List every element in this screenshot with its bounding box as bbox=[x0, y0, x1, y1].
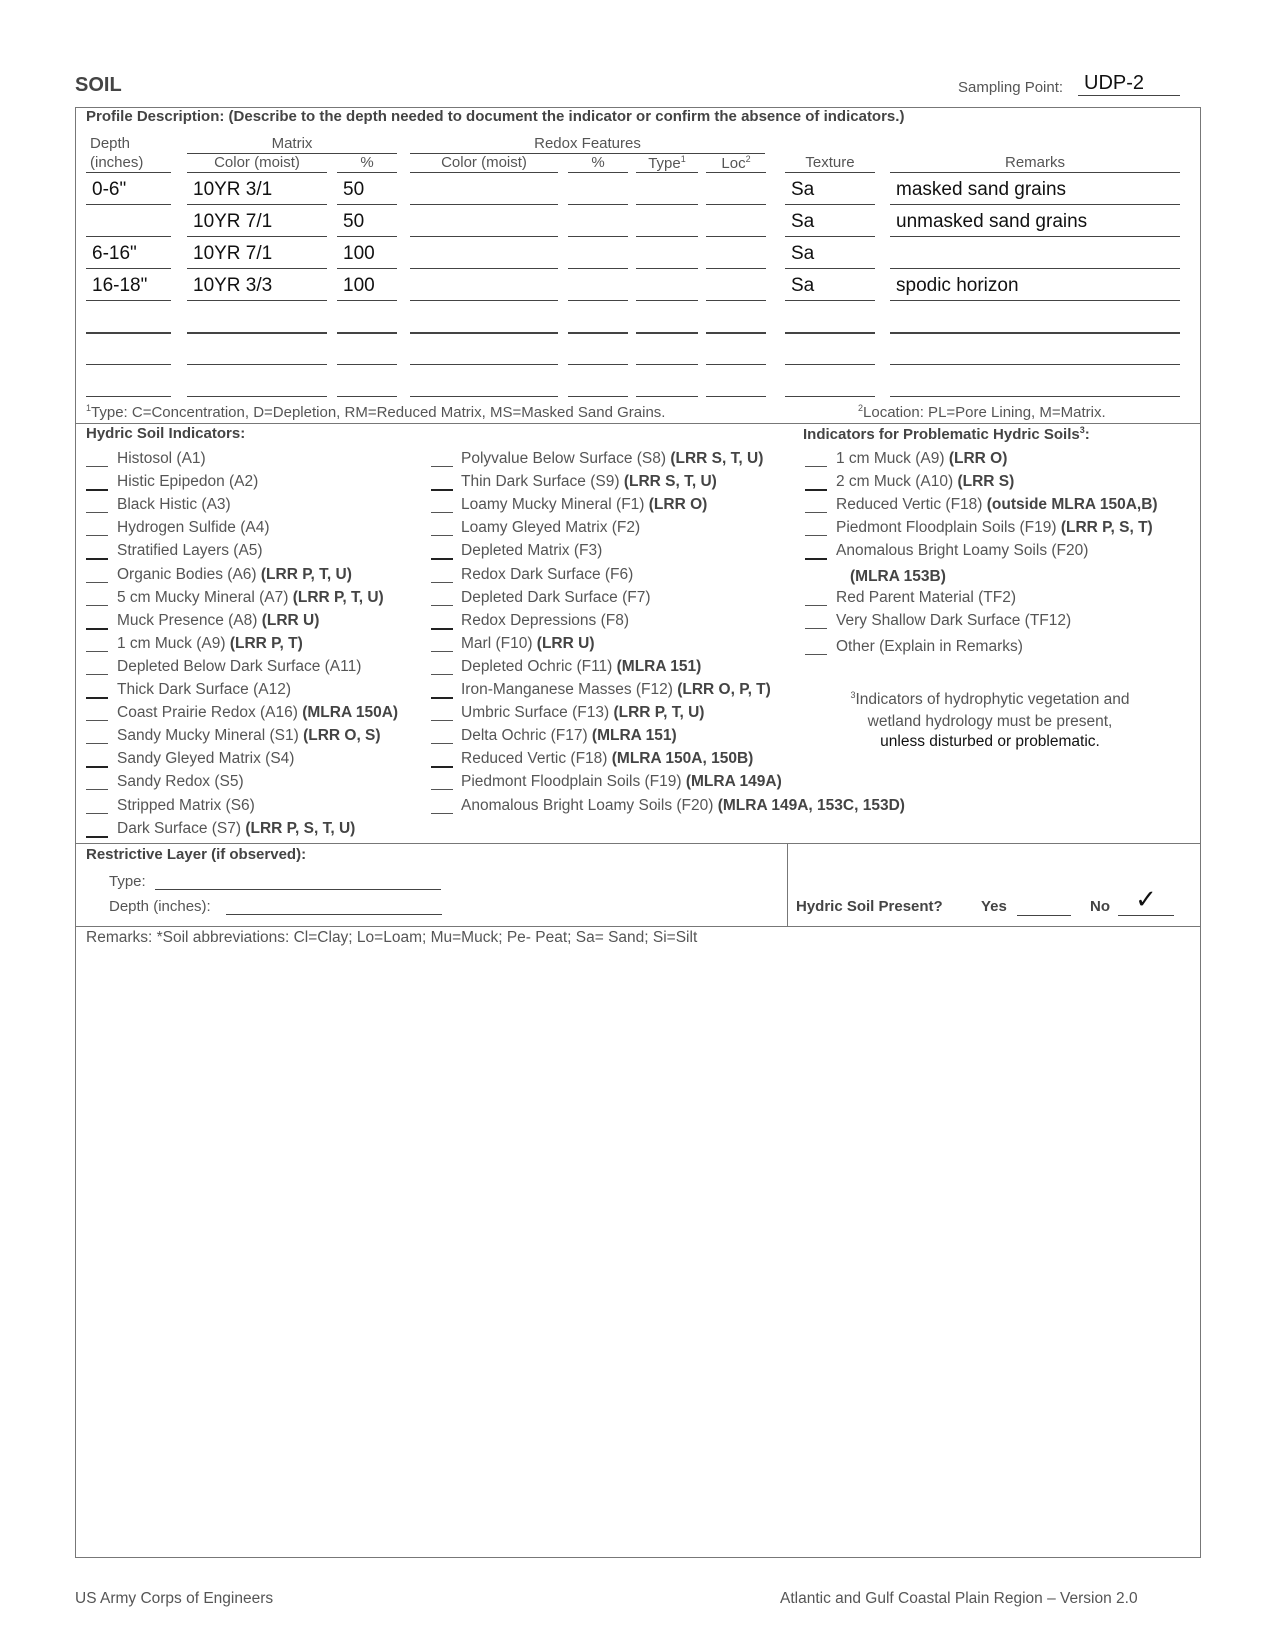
row-underline bbox=[187, 364, 327, 365]
indicator-region: (LRR P, T, U) bbox=[292, 588, 384, 606]
indicator-text: Dark Surface (S7) bbox=[117, 819, 246, 837]
profile-cell-texture[interactable]: Sa bbox=[791, 179, 815, 200]
row-underline bbox=[636, 236, 698, 237]
row-underline bbox=[890, 332, 1180, 334]
indicator-text: 5 cm Mucky Mineral (A7) bbox=[117, 588, 293, 606]
problematic-note-line2: wetland hydrology must be present, bbox=[867, 713, 1113, 730]
form-title: SOIL bbox=[75, 74, 122, 96]
row-underline bbox=[890, 300, 1180, 301]
indicator-text: Piedmont Floodplain Soils (F19) bbox=[461, 773, 686, 791]
indicator-checkbox[interactable] bbox=[431, 697, 453, 699]
indicator-region: (LRR P, T, U) bbox=[613, 704, 705, 722]
indicator-text: Umbric Surface (F13) bbox=[461, 704, 614, 722]
indicator-checkbox[interactable] bbox=[431, 766, 453, 768]
hydric-soil-present-label: Hydric Soil Present? bbox=[796, 898, 943, 915]
indicator-text: Sandy Gleyed Matrix (S4) bbox=[117, 750, 295, 768]
indicator-checkbox[interactable] bbox=[431, 582, 453, 583]
indicator-text: Organic Bodies (A6) bbox=[117, 565, 261, 583]
col-matrix-color: Color (moist) bbox=[214, 154, 300, 171]
indicator-label bbox=[117, 542, 263, 560]
row-underline bbox=[636, 204, 698, 205]
indicator-region: (MLRA 149A) bbox=[685, 773, 782, 791]
profile-cell-color[interactable]: 10YR 7/1 bbox=[193, 211, 273, 232]
row-underline bbox=[410, 396, 558, 397]
indicator-text: 2 cm Muck (A10) bbox=[836, 473, 958, 491]
indicator-label bbox=[117, 473, 258, 491]
col-redox-loc-underline bbox=[706, 172, 766, 173]
indicator-text: Redox Dark Surface (F6) bbox=[461, 565, 634, 583]
indicator-text: Reduced Vertic (F18) bbox=[461, 750, 612, 768]
indicator-label bbox=[836, 519, 1153, 537]
profile-description-label: Profile Description: (Describe to the depth needed to document the indicator or confirm the absence of indicators.) bbox=[86, 108, 905, 125]
col-depth-unit: (inches) bbox=[90, 154, 144, 171]
row-underline bbox=[337, 204, 397, 205]
profile-cell-pct[interactable]: 100 bbox=[343, 275, 375, 296]
col-matrix-color-underline bbox=[187, 172, 327, 173]
row-underline bbox=[706, 300, 766, 301]
indicator-label bbox=[461, 635, 594, 653]
indicator-text: Sandy Mucky Mineral (S1) bbox=[117, 727, 304, 745]
footnote-type-text: Type: C=Concentration, D=Depletion, RM=Reduced Matrix, MS=Masked Sand Grains. bbox=[91, 404, 666, 421]
row-underline bbox=[706, 364, 766, 365]
problematic-col3-continuation-text: (MLRA 153B) bbox=[850, 568, 946, 585]
profile-cell-depth[interactable]: 6-16" bbox=[92, 243, 137, 264]
indicator-text: Sandy Redox (S5) bbox=[117, 773, 244, 791]
indicator-label bbox=[836, 496, 1158, 514]
indicator-checkbox[interactable] bbox=[431, 720, 453, 721]
indicator-label bbox=[117, 519, 270, 537]
sampling-point-label: Sampling Point: bbox=[958, 79, 1064, 96]
row-underline bbox=[568, 332, 628, 334]
indicator-region: (LRR U) bbox=[261, 611, 320, 629]
indicator-label bbox=[461, 496, 707, 514]
indicator-checkbox[interactable] bbox=[805, 535, 827, 536]
indicator-text: Loamy Gleyed Matrix (F2) bbox=[461, 519, 641, 537]
row-underline bbox=[187, 204, 327, 205]
indicator-region: (LRR S) bbox=[957, 473, 1015, 491]
row-underline bbox=[187, 396, 327, 397]
row-underline bbox=[636, 396, 698, 397]
row-underline bbox=[785, 300, 875, 301]
indicator-checkbox[interactable] bbox=[805, 466, 827, 467]
col-redox-type-text: Type bbox=[648, 155, 681, 172]
indicator-label bbox=[117, 658, 361, 676]
indicator-checkbox[interactable] bbox=[86, 743, 108, 744]
indicator-region: (LRR P, S, T) bbox=[1060, 519, 1153, 537]
row-underline bbox=[410, 364, 558, 365]
indicator-region: (LRR O) bbox=[648, 496, 708, 514]
row-underline bbox=[86, 268, 171, 269]
footer-agency: US Army Corps of Engineers bbox=[75, 1590, 274, 1607]
indicator-text: Histosol (A1) bbox=[117, 450, 206, 467]
col-redox-loc bbox=[706, 154, 766, 172]
profile-cell-color[interactable]: 10YR 3/1 bbox=[193, 179, 273, 200]
indicator-text: Redox Depressions (F8) bbox=[461, 611, 629, 629]
profile-cell-depth[interactable]: 0-6" bbox=[92, 179, 127, 200]
indicator-checkbox[interactable] bbox=[431, 628, 453, 630]
indicator-label bbox=[117, 681, 291, 699]
col-texture-underline bbox=[785, 172, 875, 173]
indicator-checkbox[interactable] bbox=[431, 674, 453, 675]
footnote-location bbox=[858, 403, 1106, 421]
row-underline bbox=[890, 396, 1180, 397]
profile-cell-texture[interactable]: Sa bbox=[791, 243, 815, 264]
indicator-checkbox[interactable] bbox=[86, 836, 108, 838]
indicator-label bbox=[117, 496, 231, 514]
profile-cell-remarks[interactable]: unmasked sand grains bbox=[896, 211, 1088, 232]
indicator-checkbox[interactable] bbox=[86, 489, 108, 491]
problematic-indicators-heading bbox=[803, 425, 1090, 443]
indicator-label bbox=[461, 542, 602, 560]
row-underline bbox=[568, 204, 628, 205]
row-underline bbox=[86, 204, 171, 205]
row-underline bbox=[568, 236, 628, 237]
row-underline bbox=[706, 236, 766, 237]
restrictive-depth-field[interactable] bbox=[226, 897, 442, 915]
row-underline bbox=[636, 332, 698, 334]
indicator-checkbox[interactable] bbox=[431, 489, 453, 491]
indicator-label bbox=[461, 704, 704, 722]
row-underline bbox=[187, 332, 327, 334]
indicator-region: (MLRA 151) bbox=[591, 727, 677, 745]
problematic-note-line1-text: Indicators of hydrophytic vegetation and bbox=[855, 691, 1130, 709]
indicator-region: (LRR U) bbox=[536, 634, 595, 652]
indicator-label bbox=[461, 473, 717, 491]
problematic-note-line1 bbox=[840, 690, 1140, 709]
row-underline bbox=[187, 268, 327, 269]
indicator-label bbox=[461, 658, 701, 676]
indicator-label bbox=[117, 773, 244, 791]
indicator-checkbox[interactable] bbox=[86, 697, 108, 699]
col-depth-header: Depth bbox=[90, 135, 131, 152]
indicator-label bbox=[461, 797, 905, 815]
row-underline bbox=[410, 332, 558, 334]
hydric-yes-label: Yes bbox=[981, 898, 1007, 915]
indicator-label bbox=[117, 612, 319, 630]
indicator-label bbox=[461, 773, 782, 791]
indicator-checkbox[interactable] bbox=[805, 558, 827, 560]
footer-region-version: Atlantic and Gulf Coastal Plain Region – Version 2.0 bbox=[780, 1590, 1138, 1607]
indicator-region: (LRR P, S, T, U) bbox=[245, 819, 356, 837]
indicator-text: 1 cm Muck (A9) bbox=[117, 634, 230, 652]
divider-hydric-restrictive bbox=[75, 843, 1201, 844]
indicator-label bbox=[461, 519, 640, 537]
indicator-label bbox=[461, 727, 677, 745]
indicator-label bbox=[461, 450, 763, 468]
indicator-label bbox=[117, 635, 303, 653]
row-underline bbox=[568, 268, 628, 269]
profile-cell-pct[interactable]: 100 bbox=[343, 243, 375, 264]
row-underline bbox=[636, 364, 698, 365]
col-matrix-pct-underline bbox=[337, 172, 397, 173]
problematic-note-sup: 3 bbox=[850, 690, 856, 700]
indicator-checkbox[interactable] bbox=[431, 558, 453, 560]
row-underline bbox=[706, 268, 766, 269]
indicator-region: (LRR O) bbox=[948, 450, 1008, 467]
indicator-text: Depleted Dark Surface (F7) bbox=[461, 588, 651, 606]
indicator-label bbox=[836, 589, 1016, 607]
indicator-label bbox=[461, 750, 753, 768]
indicator-label bbox=[836, 450, 1007, 468]
row-underline bbox=[86, 300, 171, 301]
indicator-checkbox[interactable] bbox=[86, 582, 108, 583]
remarks-area[interactable] bbox=[76, 952, 1200, 1556]
indicator-label bbox=[836, 612, 1071, 630]
row-underline bbox=[636, 300, 698, 301]
indicator-checkbox[interactable] bbox=[431, 535, 453, 536]
hydric-no-checkmark[interactable]: ✓ bbox=[1118, 884, 1174, 916]
indicator-label bbox=[461, 612, 629, 630]
col-redox-type bbox=[636, 154, 698, 172]
hydric-no-label: No bbox=[1090, 898, 1110, 915]
indicator-region: (LRR O, P, T) bbox=[677, 681, 771, 698]
col-redox-type-sup: 1 bbox=[680, 154, 686, 164]
col-remarks: Remarks bbox=[1004, 154, 1065, 171]
restrictive-type-field[interactable] bbox=[155, 872, 441, 890]
indicator-text: Anomalous Bright Loamy Soils (F20) bbox=[461, 796, 718, 814]
row-underline bbox=[890, 268, 1180, 269]
indicator-text: Polyvalue Below Surface (S8) bbox=[461, 450, 671, 467]
divider-restrictive-present bbox=[787, 843, 788, 926]
profile-cell-pct[interactable]: 50 bbox=[343, 179, 365, 200]
problematic-heading-colon: : bbox=[1084, 426, 1090, 443]
indicator-checkbox[interactable] bbox=[431, 789, 453, 790]
indicator-region: (LRR P, T) bbox=[229, 634, 303, 652]
indicator-text: Delta Ochric (F17) bbox=[461, 727, 592, 745]
indicator-checkbox[interactable] bbox=[805, 512, 827, 513]
indicator-text: Thin Dark Surface (S9) bbox=[461, 473, 624, 491]
indicator-text: Hydrogen Sulfide (A4) bbox=[117, 519, 270, 537]
indicator-checkbox[interactable] bbox=[86, 605, 108, 606]
indicator-text: Thick Dark Surface (A12) bbox=[117, 681, 291, 698]
col-depth-underline bbox=[86, 172, 171, 173]
divider-profile-hydric bbox=[75, 423, 1201, 424]
row-underline bbox=[187, 300, 327, 301]
row-underline bbox=[410, 300, 558, 301]
divider-restrictive-remarks bbox=[75, 926, 1201, 927]
indicator-label bbox=[836, 542, 1088, 560]
indicator-checkbox[interactable] bbox=[431, 651, 453, 652]
indicator-label bbox=[117, 727, 381, 745]
row-underline bbox=[410, 204, 558, 205]
indicator-region: (LRR S, T, U) bbox=[670, 450, 764, 467]
row-underline bbox=[785, 396, 875, 397]
row-underline bbox=[568, 364, 628, 365]
indicator-label bbox=[117, 750, 294, 768]
col-redox-color: Color (moist) bbox=[441, 154, 527, 171]
indicator-region: (MLRA 150A) bbox=[302, 704, 399, 722]
row-underline bbox=[337, 332, 397, 334]
profile-cell-pct[interactable]: 50 bbox=[343, 211, 365, 232]
indicator-text: Iron-Manganese Masses (F12) bbox=[461, 681, 678, 698]
problematic-note-line3: unless disturbed or problematic. bbox=[880, 733, 1100, 750]
indicator-label bbox=[461, 566, 633, 584]
indicator-label bbox=[461, 681, 771, 699]
indicator-checkbox[interactable] bbox=[805, 628, 827, 629]
indicator-checkbox[interactable] bbox=[805, 489, 827, 491]
indicator-label bbox=[117, 797, 255, 815]
indicator-region: (MLRA 150A, 150B) bbox=[611, 750, 754, 768]
col-matrix-header: Matrix bbox=[271, 135, 313, 152]
problematic-heading-text: Indicators for Problematic Hydric Soils bbox=[803, 426, 1080, 443]
indicator-label bbox=[836, 473, 1014, 491]
row-underline bbox=[337, 396, 397, 397]
profile-cell-texture[interactable]: Sa bbox=[791, 211, 815, 232]
indicator-text: Muck Presence (A8) bbox=[117, 611, 262, 629]
row-underline bbox=[568, 396, 628, 397]
footnote-location-text: Location: PL=Pore Lining, M=Matrix. bbox=[863, 404, 1106, 421]
indicator-region: (outside MLRA 150A,B) bbox=[986, 496, 1158, 514]
sampling-point-field[interactable]: UDP-2 bbox=[1078, 72, 1180, 96]
indicator-region: (MLRA 149A, 153C, 153D) bbox=[717, 796, 905, 814]
restrictive-depth-label: Depth (inches): bbox=[109, 898, 211, 915]
restrictive-type-label: Type: bbox=[109, 873, 146, 890]
row-underline bbox=[890, 204, 1180, 205]
indicator-text: Other (Explain in Remarks) bbox=[836, 637, 1023, 655]
col-redox-loc-text: Loc bbox=[721, 155, 746, 172]
indicator-checkbox[interactable] bbox=[86, 558, 108, 560]
col-matrix-pct: % bbox=[360, 154, 374, 171]
hydric-yes-field[interactable] bbox=[1017, 896, 1071, 916]
indicator-text: Depleted Matrix (F3) bbox=[461, 542, 603, 560]
indicator-checkbox[interactable] bbox=[431, 605, 453, 606]
row-underline bbox=[337, 236, 397, 237]
indicator-region: (LRR P, T, U) bbox=[260, 565, 352, 583]
indicator-checkbox[interactable] bbox=[86, 512, 108, 513]
indicator-checkbox[interactable] bbox=[86, 466, 108, 467]
col-redox-type-underline bbox=[636, 172, 698, 173]
profile-cell-remarks[interactable]: spodic horizon bbox=[896, 275, 1019, 296]
indicator-label bbox=[117, 704, 398, 722]
row-underline bbox=[785, 236, 875, 237]
indicator-label bbox=[117, 450, 206, 468]
row-underline bbox=[337, 268, 397, 269]
indicator-text: Marl (F10) bbox=[461, 634, 537, 652]
col-redox-header: Redox Features bbox=[534, 135, 641, 152]
indicator-text: Very Shallow Dark Surface (TF12) bbox=[836, 611, 1072, 629]
remarks-text: Remarks: *Soil abbreviations: Cl=Clay; Lo=Loam; Mu=Muck; Pe- Peat; Sa= Sand; Si=Silt bbox=[86, 929, 698, 946]
indicator-text: Coast Prairie Redox (A16) bbox=[117, 704, 303, 722]
row-underline bbox=[568, 300, 628, 301]
profile-cell-remarks[interactable]: masked sand grains bbox=[896, 179, 1067, 200]
row-underline bbox=[785, 364, 875, 365]
row-underline bbox=[410, 268, 558, 269]
row-underline bbox=[337, 300, 397, 301]
profile-cell-depth[interactable]: 16-18" bbox=[92, 275, 148, 296]
row-underline bbox=[86, 332, 171, 334]
row-underline bbox=[890, 236, 1180, 237]
restrictive-layer-heading: Restrictive Layer (if observed): bbox=[86, 846, 307, 863]
indicator-region: (LRR O, S) bbox=[303, 727, 381, 745]
row-underline bbox=[337, 364, 397, 365]
indicator-region: (LRR S, T, U) bbox=[623, 473, 717, 491]
indicator-label bbox=[117, 589, 384, 607]
row-underline bbox=[410, 236, 558, 237]
indicator-checkbox[interactable] bbox=[86, 813, 108, 814]
col-redox-loc-sup: 2 bbox=[745, 154, 751, 164]
indicator-text: Depleted Below Dark Surface (A11) bbox=[117, 657, 362, 675]
indicator-checkbox[interactable] bbox=[431, 813, 453, 814]
indicator-checkbox[interactable] bbox=[86, 789, 108, 790]
indicator-text: 1 cm Muck (A9) bbox=[836, 450, 949, 467]
indicator-label bbox=[117, 820, 355, 838]
col-redox-pct: % bbox=[591, 154, 605, 171]
indicator-label bbox=[836, 638, 1023, 656]
col-redox-pct-underline bbox=[568, 172, 628, 173]
col-redox-color-underline bbox=[410, 172, 558, 173]
indicator-checkbox[interactable] bbox=[86, 720, 108, 721]
row-underline bbox=[890, 364, 1180, 365]
indicator-region: (MLRA 151) bbox=[616, 657, 702, 675]
footnote-type-sup: 1 bbox=[86, 403, 92, 413]
indicator-text: Histic Epipedon (A2) bbox=[117, 473, 259, 491]
indicator-checkbox[interactable] bbox=[86, 628, 108, 630]
footnote-location-sup: 2 bbox=[858, 403, 864, 413]
profile-cell-color[interactable]: 10YR 3/3 bbox=[193, 275, 273, 296]
indicator-checkbox[interactable] bbox=[86, 535, 108, 536]
indicator-checkbox[interactable] bbox=[86, 651, 108, 652]
indicator-text: Stripped Matrix (S6) bbox=[117, 796, 255, 814]
indicator-label bbox=[117, 566, 352, 584]
indicator-text: Depleted Ochric (F11) bbox=[461, 657, 617, 675]
indicator-text: Anomalous Bright Loamy Soils (F20) bbox=[836, 542, 1089, 560]
row-underline bbox=[86, 236, 171, 237]
row-underline bbox=[785, 204, 875, 205]
row-underline bbox=[86, 396, 171, 397]
indicator-text: Stratified Layers (A5) bbox=[117, 542, 263, 560]
indicator-checkbox[interactable] bbox=[431, 743, 453, 744]
footnote-type bbox=[86, 403, 665, 421]
indicator-text: Loamy Mucky Mineral (F1) bbox=[461, 496, 649, 514]
indicator-text: Piedmont Floodplain Soils (F19) bbox=[836, 519, 1061, 537]
row-underline bbox=[636, 268, 698, 269]
hydric-indicators-heading: Hydric Soil Indicators: bbox=[86, 425, 246, 442]
indicator-label bbox=[461, 589, 651, 607]
problematic-col3-continuation bbox=[850, 568, 946, 586]
indicator-checkbox[interactable] bbox=[805, 654, 827, 655]
col-texture: Texture bbox=[805, 154, 855, 171]
indicator-text: Red Parent Material (TF2) bbox=[836, 588, 1017, 606]
indicator-checkbox[interactable] bbox=[805, 605, 827, 606]
indicator-checkbox[interactable] bbox=[431, 512, 453, 513]
row-underline bbox=[706, 204, 766, 205]
row-underline bbox=[187, 236, 327, 237]
row-underline bbox=[706, 332, 766, 334]
row-underline bbox=[785, 332, 875, 334]
row-underline bbox=[785, 268, 875, 269]
indicator-checkbox[interactable] bbox=[86, 674, 108, 675]
row-underline bbox=[86, 364, 171, 365]
indicator-text: Black Histic (A3) bbox=[117, 496, 231, 514]
profile-cell-color[interactable]: 10YR 7/1 bbox=[193, 243, 273, 264]
problematic-heading-sup: 3 bbox=[1079, 425, 1085, 435]
indicator-checkbox[interactable] bbox=[431, 466, 453, 467]
indicator-text: Reduced Vertic (F18) bbox=[836, 496, 987, 514]
indicator-checkbox[interactable] bbox=[86, 766, 108, 768]
col-remarks-underline bbox=[890, 172, 1180, 173]
profile-cell-texture[interactable]: Sa bbox=[791, 275, 815, 296]
row-underline bbox=[706, 396, 766, 397]
